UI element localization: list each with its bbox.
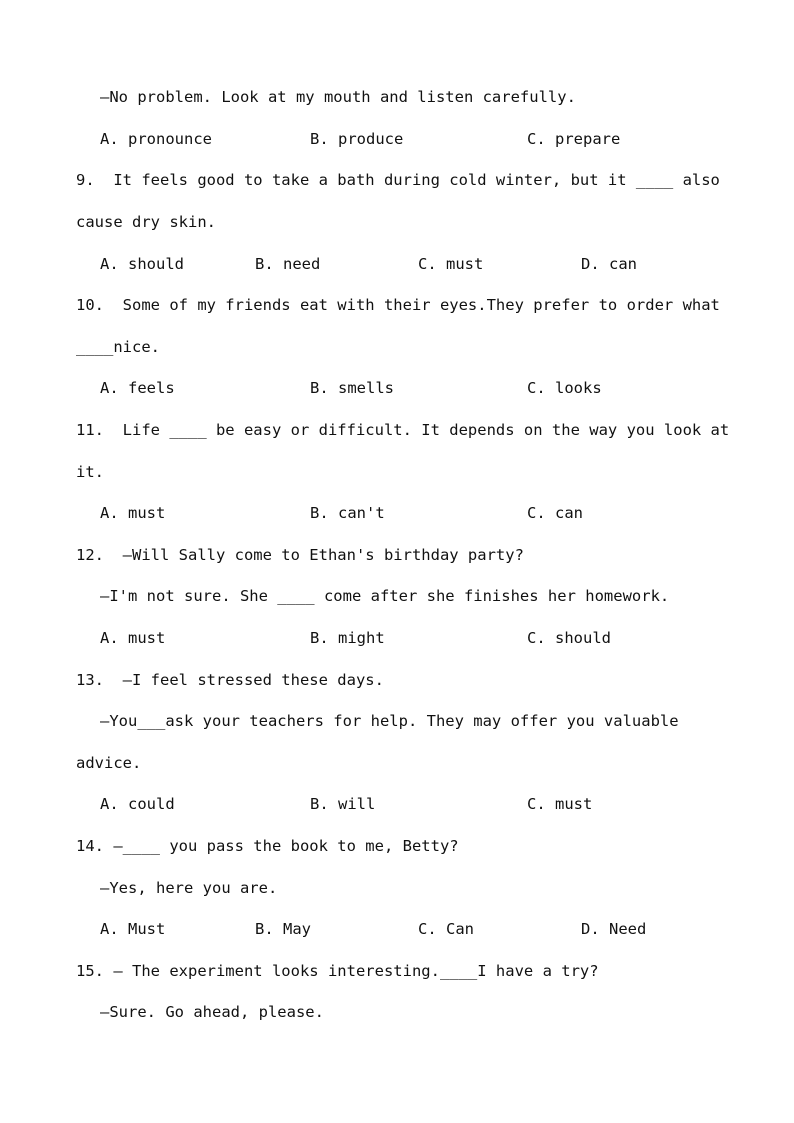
q9-question-line2: cause dry skin. xyxy=(76,213,216,231)
q14-option-d: D. Need xyxy=(581,920,647,938)
q14-options xyxy=(100,918,780,940)
q12-option-b: B. might xyxy=(310,629,385,647)
q10-question-line1: 10. Some of my friends eat with their eyes.They prefer to order what xyxy=(76,296,720,314)
q13-option-c: C. must xyxy=(527,795,593,813)
q8-answer-line: —No problem. Look at my mouth and listen carefully. xyxy=(100,88,576,106)
q9-question-line1: 9. It feels good to take a bath during cold winter, but it ____ also xyxy=(76,171,720,189)
q10-option-a: A. feels xyxy=(100,379,175,397)
q12-options xyxy=(100,627,780,649)
q13-question-line1: 13. –I feel stressed these days. xyxy=(76,671,384,689)
q12-question-line2: —I'm not sure. She ____ come after she finishes her homework. xyxy=(100,587,670,605)
q12-question-line1: 12. —Will Sally come to Ethan's birthday party? xyxy=(76,546,524,564)
q8-option-c: C. prepare xyxy=(527,130,621,148)
q12-option-a: A. must xyxy=(100,629,166,647)
q14-question-line2: —Yes, here you are. xyxy=(100,879,278,897)
q13-question-line2: –You___ask your teachers for help. They may offer you valuable xyxy=(100,712,679,730)
q14-option-a: A. Must xyxy=(100,920,166,938)
q13-question-line3: advice. xyxy=(76,754,142,772)
q11-options xyxy=(100,502,780,524)
q10-question-line2: ____nice. xyxy=(76,338,160,356)
q9-options xyxy=(100,253,780,275)
q15-question-line1: 15. — The experiment looks interesting.____I have a try? xyxy=(76,962,599,980)
q12-option-c: C. should xyxy=(527,629,611,647)
q13-option-b: B. will xyxy=(310,795,376,813)
q8-option-a: A. pronounce xyxy=(100,130,212,148)
q9-option-d: D. can xyxy=(581,255,637,273)
q8-options xyxy=(100,128,780,150)
q14-option-c: C. Can xyxy=(418,920,474,938)
q11-question-line1: 11. Life ____ be easy or difficult. It depends on the way you look at xyxy=(76,421,730,439)
q13-options xyxy=(100,793,780,815)
q11-question-line2: it. xyxy=(76,463,104,481)
q11-option-a: A. must xyxy=(100,504,166,522)
q14-question-line1: 14. —____ you pass the book to me, Betty? xyxy=(76,837,459,855)
q14-option-b: B. May xyxy=(255,920,311,938)
q9-option-a: A. should xyxy=(100,255,184,273)
q10-option-c: C. looks xyxy=(527,379,602,397)
q13-option-a: A. could xyxy=(100,795,175,813)
q10-options xyxy=(100,377,780,399)
q10-option-b: B. smells xyxy=(310,379,394,397)
q8-option-b: B. produce xyxy=(310,130,404,148)
q15-question-line2: —Sure. Go ahead, please. xyxy=(100,1003,324,1021)
q9-option-b: B. need xyxy=(255,255,321,273)
q11-option-c: C. can xyxy=(527,504,583,522)
q9-option-c: C. must xyxy=(418,255,484,273)
q11-option-b: B. can't xyxy=(310,504,385,522)
